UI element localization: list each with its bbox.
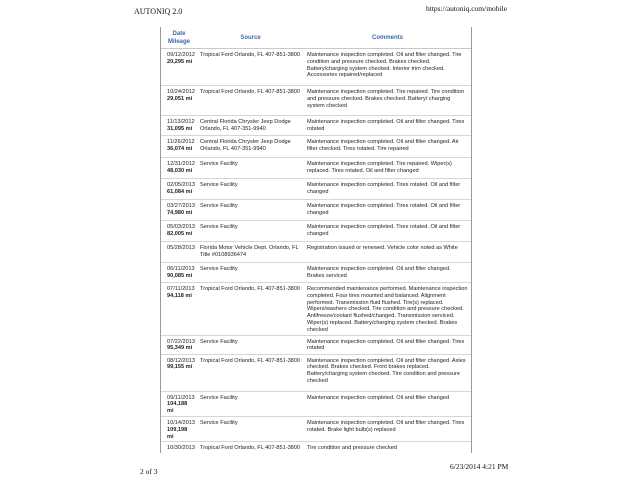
source-cell: Tropical Ford Orlando, FL 407-851-3800 [197, 86, 304, 116]
comments-cell: Maintenance inspection completed. Oil and filter changed. Air filter checked. Tires rotated. Tire repaired [304, 136, 471, 158]
service-date: 03/27/2013 [167, 203, 195, 209]
table-row [161, 200, 471, 221]
table-row [161, 86, 471, 116]
source-cell: Central Florida Chrysler Jeep Dodge Orlando, FL 407-351-9940 [197, 116, 304, 136]
service-date: 02/05/2013 [167, 182, 195, 188]
date-mileage-cell [161, 242, 197, 263]
service-mileage: 20,295 mi [167, 58, 193, 65]
table-row [161, 416, 471, 441]
date-mileage-cell [161, 116, 197, 136]
table-row [161, 263, 471, 283]
service-mileage: 94,118 mi [167, 292, 192, 299]
column-header-date-mileage: Date Mileage [161, 27, 197, 49]
service-mileage: 74,980 mi [167, 209, 193, 216]
service-date: 10/30/2013 [167, 445, 195, 452]
page-header-title: AUTONIQ 2.0 [134, 7, 183, 16]
comments-cell: Maintenance inspection completed. Oil and filter changed. Axles checked. Brakes checked. Front brakes replaced. Battery/charging system checked. Tire condition and pressure checked [304, 354, 471, 391]
service-mileage: 90,085 mi [167, 272, 193, 279]
source-cell: Service Facility [197, 263, 304, 283]
table-row [161, 136, 471, 158]
service-mileage: 82,005 mi [167, 230, 193, 237]
table-row [161, 116, 471, 136]
service-date: 09/12/2012 [167, 52, 195, 58]
service-mileage: 36,074 mi [167, 145, 193, 152]
comments-cell: Maintenance inspection completed. Tires rotated. Oil and filter changed [304, 179, 471, 200]
service-date: 10/14/2013 [167, 419, 195, 426]
date-mileage-cell [161, 335, 197, 354]
date-mileage-cell [161, 263, 197, 283]
table-row [161, 283, 471, 336]
service-mileage: 104,188 mi [167, 401, 188, 415]
source-cell: Service Facility [197, 200, 304, 221]
source-cell: Service Facility [197, 158, 304, 179]
print-timestamp: 6/23/2014 4:21 PM [450, 462, 509, 471]
date-mileage-cell [161, 136, 197, 158]
table-row [161, 158, 471, 179]
comments-cell: Maintenance inspection completed. Oil and filter changed [304, 391, 471, 416]
service-date: 08/12/2013 [167, 357, 195, 364]
date-mileage-cell [161, 416, 197, 441]
date-mileage-cell [161, 283, 197, 336]
comments-cell: Maintenance inspection completed. Tire repaired. Tire condition and pressure checked. Brakes checked. Battery/ charging system checked [304, 86, 471, 116]
comments-cell: Maintenance inspection completed. Oil and filter changed. Tires rotated. Brake light bulb(s) replaced [304, 416, 471, 441]
date-mileage-cell [161, 86, 197, 116]
page-header-url: https://autoniq.com/mobile [426, 4, 508, 13]
comments-cell: Recommended maintenance performed. Maintenance inspection completed. Four tires mounted and balanced. Alignment performed. Transmission fluid flushed. Tire(s) replaced. Wipers/washers checked. Tire condition and pressure checked. Antifreeze/coolant flushed/changed. Transmission serviced. Wiper(s) replaced. Battery/charging system checked. Brakes checked [304, 283, 471, 336]
date-mileage-cell [161, 442, 197, 453]
date-mileage-cell [161, 49, 197, 86]
service-date: 11/13/2012 [167, 119, 195, 125]
date-mileage-cell [161, 200, 197, 221]
service-mileage: 99,155 mi [167, 364, 193, 371]
table-row [161, 442, 471, 453]
service-date: 06/11/2013 [167, 266, 195, 272]
date-mileage-cell [161, 158, 197, 179]
source-cell: Central Florida Chrysler Jeep Dodge Orlando, FL 407-351-9940 [197, 136, 304, 158]
source-cell: Service Facility [197, 335, 304, 354]
comments-cell: Maintenance inspection completed. Tires rotated. Oil and filter changed [304, 200, 471, 221]
service-mileage: 95,349 mi [167, 345, 193, 352]
comments-cell: Maintenance inspection completed. Oil and filter changed. Tires rotated [304, 335, 471, 354]
comments-cell: Maintenance inspection completed. Oil and filter changed. Brakes serviced [304, 263, 471, 283]
table-row [161, 242, 471, 263]
service-history-sheet [160, 27, 472, 453]
date-mileage-cell [161, 179, 197, 200]
table-row [161, 221, 471, 242]
service-mileage: 31,095 mi [167, 125, 193, 132]
source-cell: Service Facility [197, 179, 304, 200]
source-cell: Tropical Ford Orlando, FL 407-851-3800 [197, 49, 304, 86]
column-header-comments: Comments [304, 27, 471, 49]
service-mileage: 61,084 mi [167, 188, 193, 195]
service-mileage: 29,051 mi [167, 95, 193, 102]
table-row [161, 179, 471, 200]
comments-cell: Maintenance inspection completed. Oil and filter changed. Tires rotated [304, 116, 471, 136]
date-mileage-cell [161, 221, 197, 242]
date-mileage-cell [161, 354, 197, 391]
service-date: 09/11/2013 [167, 394, 195, 401]
service-date: 12/31/2012 [167, 161, 195, 167]
comments-cell: Maintenance inspection completed. Tire repaired. Wiper(s) replaced. Tires rotated. Oil and filter changed [304, 158, 471, 179]
date-mileage-cell [161, 391, 197, 416]
table-row [161, 354, 471, 391]
table-row [161, 335, 471, 354]
comments-cell: Tire condition and pressure checked [304, 442, 471, 453]
source-cell: Tropical Ford Orlando, FL 407-851-3800 [197, 283, 304, 336]
service-date: 05/28/2013 [167, 245, 195, 251]
table-row [161, 391, 471, 416]
service-date: 07/11/2013 [167, 286, 195, 292]
comments-cell: Maintenance inspection completed. Oil and filter changed. Tire condition and pressure checked. Brakes checked. Battery/charging system checked. Interior trim checked. Accessories repaired/replaced [304, 49, 471, 86]
comments-cell: Maintenance inspection completed. Tires rotated. Oil and filter changed [304, 221, 471, 242]
source-cell: Tropical Ford Orlando, FL 407-851-3800 [197, 354, 304, 391]
page-number: 2 of 3 [140, 467, 158, 476]
service-mileage: 48,030 mi [167, 167, 193, 174]
service-date: 07/22/2013 [167, 338, 195, 345]
source-cell: Florida Motor Vehicle Dept. Orlando, FL Title #0108936474 [197, 242, 304, 263]
table-row [161, 49, 471, 86]
service-date: 10/24/2012 [167, 89, 195, 95]
service-history-table [161, 27, 471, 453]
column-header-source: Source [197, 27, 304, 49]
service-date: 05/03/2013 [167, 224, 195, 230]
table-header-row [161, 27, 471, 49]
source-cell: Service Facility [197, 416, 304, 441]
comments-cell: Registration issued or renewed. Vehicle color noted as White [304, 242, 471, 263]
source-cell: Service Facility [197, 391, 304, 416]
service-date: 11/26/2012 [167, 139, 195, 145]
service-mileage: 109,198 mi [167, 426, 188, 440]
source-cell: Service Facility [197, 221, 304, 242]
source-cell: Tropical Ford Orlando, FL 407-851-3800 [197, 442, 304, 453]
